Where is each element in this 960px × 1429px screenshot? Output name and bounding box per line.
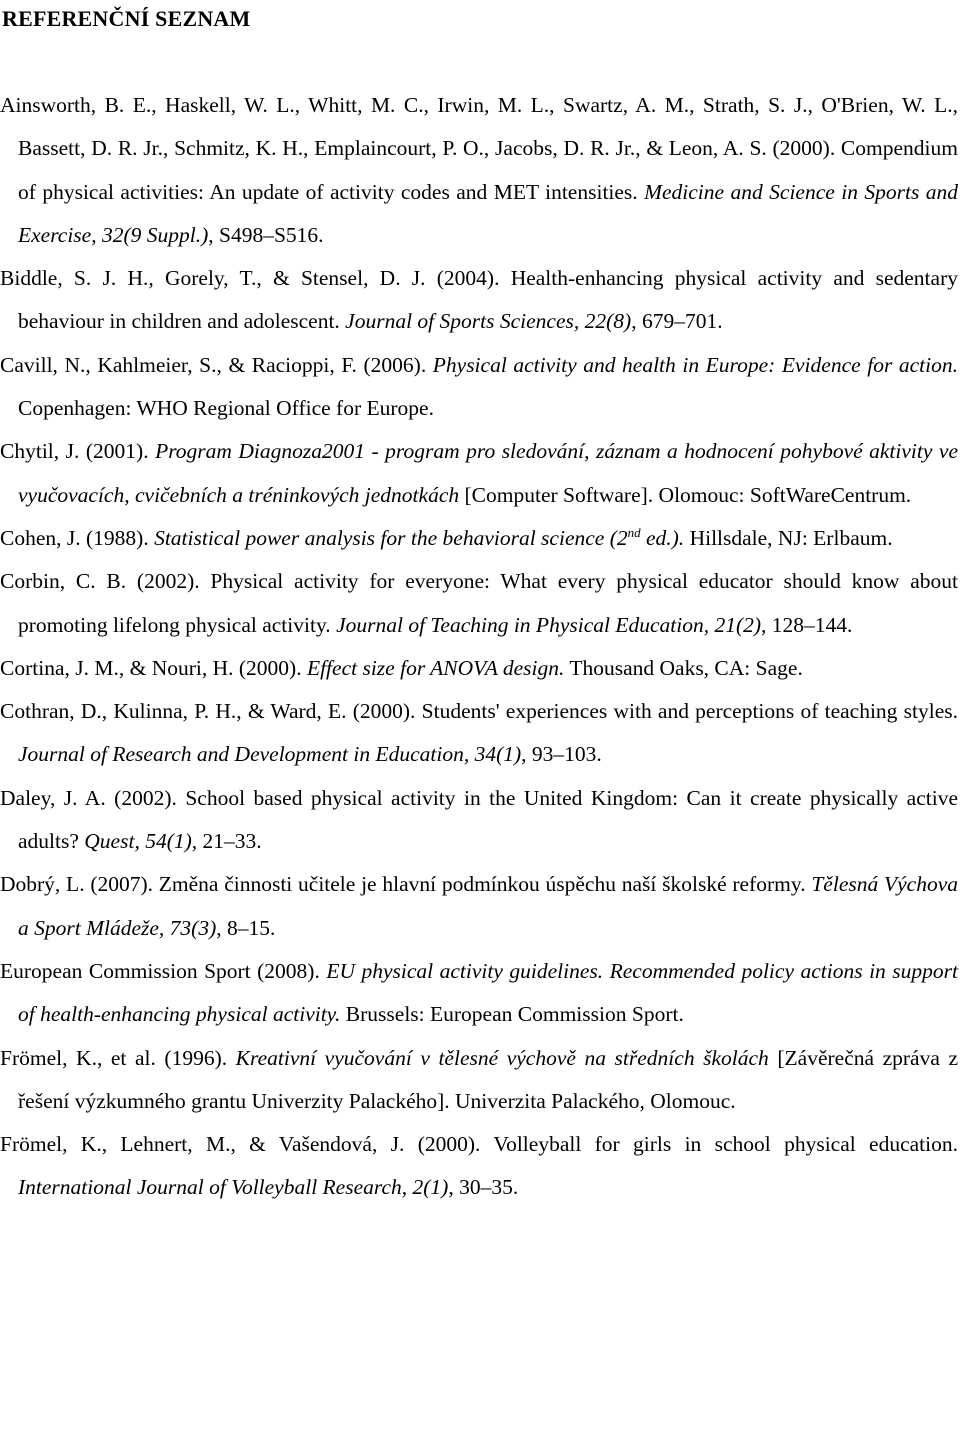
reference-text: , 93–103. [521, 742, 602, 767]
reference-text: Frömel, K., Lehnert, M., & Vašendová, J. (2000). Volleyball for girls in school physical education. [0, 1132, 958, 1157]
reference-entry-cortina [0, 647, 958, 690]
reference-entry-cavill [0, 344, 958, 431]
reference-text: Copenhagen: WHO Regional Office for Europe. [18, 396, 434, 421]
reference-text: Hillsdale, NJ: Erlbaum. [684, 525, 893, 550]
reference-italic-text: International Journal of Volleyball Research, 2(1) [18, 1175, 449, 1200]
reference-text: Daley, J. A. (2002). School based physical activity in the United Kingdom: Can it create physically active adults? [0, 785, 958, 854]
reference-entry-dobry [0, 863, 958, 950]
reference-text: [Computer Software]. Olomouc: SoftWareCentrum. [459, 482, 912, 507]
reference-entry-cohen [0, 517, 958, 560]
reference-italic-text: nd [627, 524, 641, 540]
reference-entry-daley [0, 777, 958, 864]
reference-text: Chytil, J. (2001). [0, 439, 156, 464]
reference-italic-text: Quest, 54(1) [84, 829, 192, 854]
reference-text: , 128–144. [761, 612, 853, 637]
reference-text: , 30–35. [448, 1175, 519, 1200]
page-title: REFERENČNÍ SEZNAM [2, 6, 251, 31]
reference-italic-text: Physical activity and health in Europe: Evidence for action. [432, 352, 958, 377]
reference-italic-text: Journal of Sports Sciences, 22(8) [345, 309, 632, 334]
reference-text: Thousand Oaks, CA: Sage. [564, 655, 803, 680]
reference-text: [Závěrečná zpráva z řešení výzkumného grantu Univerzity Palackého]. Univerzita Palackého, Olomouc. [18, 1045, 958, 1113]
reference-italic-text: Journal of Teaching in Physical Education, 21(2) [336, 612, 762, 637]
reference-text: Dobrý, L. (2007). Změna činnosti učitele je hlavní podmínkou úspěchu naší školské reformy. [0, 872, 812, 897]
reference-list [0, 84, 958, 1210]
reference-italic-text: Journal of Research and Development in Education, 34(1) [18, 742, 522, 767]
reference-text: , S498–S516. [208, 222, 324, 247]
reference-italic-text: ed.). [640, 525, 685, 550]
reference-text: Cortina, J. M., & Nouri, H. (2000). [0, 655, 307, 680]
reference-text: , 21–33. [191, 829, 262, 854]
reference-entry-european-commission [0, 950, 958, 1037]
reference-italic-text: Medicine and Science in Sports and Exercise, 32(9 Suppl.) [18, 179, 958, 247]
reference-text: , 8–15. [216, 915, 276, 940]
reference-entry-fromel-2000 [0, 1123, 958, 1210]
reference-italic-text: EU physical activity guidelines. Recommended policy actions in support of health-enhancing physical activity. [18, 958, 958, 1027]
reference-text: Cothran, D., Kulinna, P. H., & Ward, E. (2000). Students' experiences with and perceptions of teaching styles. [0, 699, 958, 724]
reference-entry-fromel-1996 [0, 1037, 958, 1124]
reference-entry-chytil [0, 430, 958, 517]
reference-text: Corbin, C. B. (2002). Physical activity for everyone: What every physical educator should know about promoting lifelong physical activity. [0, 569, 958, 637]
reference-italic-text: Effect size for ANOVA design. [306, 655, 565, 680]
reference-text: Cohen, J. (1988). [0, 525, 155, 550]
reference-italic-text: Statistical power analysis for the behavioral science (2 [154, 525, 628, 550]
reference-text: Brussels: European Commission Sport. [340, 1002, 684, 1027]
reference-text: Biddle, S. J. H., Gorely, T., & Stensel, D. J. (2004). Health-enhancing physical activity and sedentary behaviour in children and adolescent. [0, 266, 958, 334]
reference-italic-text: Kreativní vyučování v tělesné výchově na středních školách [235, 1045, 769, 1070]
reference-entry-ainsworth [0, 84, 958, 257]
reference-text: Ainsworth, B. E., Haskell, W. L., Whitt, M. C., Irwin, M. L., Swartz, A. M., Strath, S. J., O'Brien, W. L., Bassett, D. R. Jr., Schmitz, K. H., Emplaincourt, P. O., Jacobs, D. R. Jr., & Leon, A. S. (2000). Compendium of physical activities: An update of activity codes and MET intensities. [0, 93, 958, 204]
reference-entry-biddle [0, 257, 958, 344]
reference-text: , 679–701. [631, 309, 723, 334]
reference-entry-cothran [0, 690, 958, 777]
reference-entry-corbin [0, 560, 958, 647]
reference-text: European Commission Sport (2008). [0, 958, 327, 983]
reference-italic-text: Tělesná Výchova a Sport Mládeže, 73(3) [18, 872, 958, 940]
reference-text: Cavill, N., Kahlmeier, S., & Racioppi, F. (2006). [0, 352, 433, 377]
reference-text: Frömel, K., et al. (1996). [0, 1045, 236, 1070]
reference-italic-text: Program Diagnoza2001 - program pro sledování, záznam a hodnocení pohybové aktivity ve vyučovacích, cvičebních a tréninkových jednotkách [18, 439, 958, 507]
